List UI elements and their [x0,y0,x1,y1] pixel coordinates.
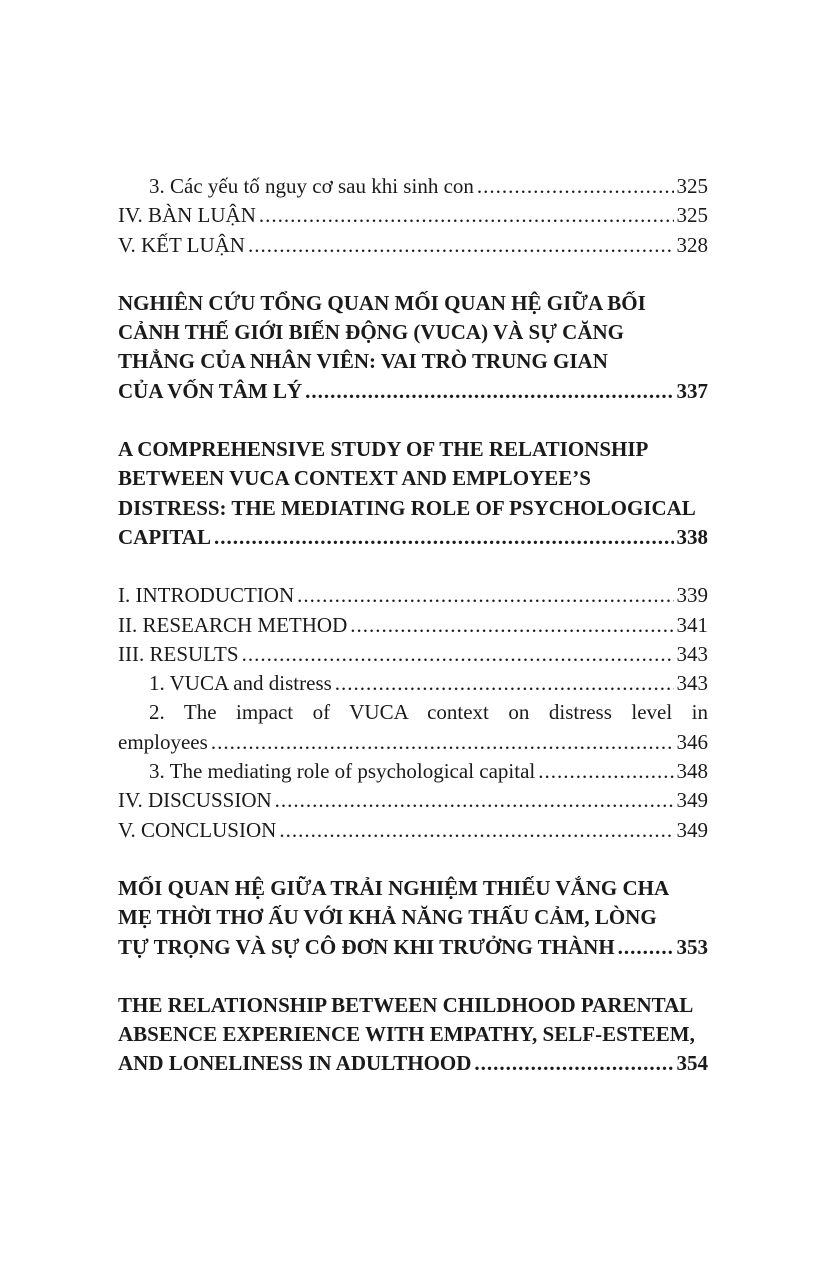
dot-leader [275,786,674,815]
dot-leader [297,581,673,610]
dot-leader [350,611,673,640]
toc-entry-results[interactable] [118,640,708,669]
heading-line: A COMPREHENSIVE STUDY OF THE RELATIONSHIP [118,437,649,462]
dot-leader [618,933,674,962]
heading-line: ABSENCE EXPERIENCE WITH EMPATHY, SELF-ESTEEM, [118,1022,695,1047]
toc-entry-discussion[interactable] [118,786,708,815]
dot-leader [477,172,674,201]
chapter-heading-vn-parental-absence[interactable] [118,874,708,962]
dot-leader [259,201,674,230]
toc-entry-mediating[interactable] [118,757,708,786]
toc-page-number: 349 [676,817,708,842]
heading-last-line [118,933,708,962]
toc-page-number: 337 [676,378,708,403]
toc-entry-impact-line1[interactable]: 2. The impact of VUCA context on distress level in [149,700,708,725]
dot-leader [335,669,674,698]
toc-page-number: 325 [676,203,708,228]
heading-line: TỰ TRỌNG VÀ SỰ CÔ ĐƠN KHI TRƯỞNG THÀNH [118,934,615,959]
dot-leader [214,523,674,552]
toc-page-number: 353 [676,934,708,959]
toc-entry-research-method[interactable] [118,611,708,640]
toc-page-number: 338 [676,524,708,549]
toc-entry-label: I. INTRODUCTION [118,583,295,608]
heading-line: CỦA VỐN TÂM LÝ [118,378,303,403]
toc-page-number: 341 [676,612,708,637]
heading-last-line [118,523,708,552]
heading-line: DISTRESS: THE MEDIATING ROLE OF PSYCHOLOGICAL [118,495,696,520]
heading-line: MẸ THỜI THƠ ẤU VỚI KHẢ NĂNG THẤU CẢM, LÒNG [118,905,657,930]
dot-leader [211,728,674,757]
toc-entry[interactable] [118,172,708,201]
toc-entry-label: 3. The mediating role of psychological capital [149,759,536,784]
toc-entry-label: III. RESULTS [118,641,239,666]
toc-page-number: 349 [676,788,708,813]
toc-page-number: 343 [676,641,708,666]
dot-leader [305,377,673,406]
toc-entry-label: V. CONCLUSION [118,817,277,842]
toc-entry-label: 1. VUCA and distress [149,671,332,696]
toc-entry[interactable] [118,231,708,260]
toc-entry-label: IV. BÀN LUẬN [118,203,256,228]
heading-line: CAPITAL [118,524,211,549]
chapter-heading-vn-vuca[interactable] [118,289,708,406]
toc-page-number: 348 [676,759,708,784]
toc-entry[interactable] [118,201,708,230]
heading-line: AND LONELINESS IN ADULTHOOD [118,1051,472,1076]
dot-leader [248,231,674,260]
toc-entry-conclusion[interactable] [118,816,708,845]
heading-last-line [118,377,708,406]
toc-page-number: 354 [676,1051,708,1076]
toc-entry-label: IV. DISCUSSION [118,788,272,813]
heading-line: NGHIÊN CỨU TỔNG QUAN MỐI QUAN HỆ GIỮA BỐI [118,290,646,315]
toc-entry-label: II. RESEARCH METHOD [118,612,348,637]
chapter-heading-en-vuca[interactable] [118,435,708,552]
chapter-heading-en-parental-absence[interactable] [118,991,708,1079]
toc-entry-label: employees [118,729,208,754]
dot-leader [538,757,673,786]
heading-line: MỐI QUAN HỆ GIỮA TRẢI NGHIỆM THIẾU VẮNG CHA [118,875,670,900]
dot-leader [242,640,674,669]
heading-line: BETWEEN VUCA CONTEXT AND EMPLOYEE’S [118,466,591,491]
toc-entry-label: 3. Các yếu tố nguy cơ sau khi sinh con [149,174,474,198]
heading-line: CẢNH THẾ GIỚI BIẾN ĐỘNG (VUCA) VÀ SỰ CĂNG [118,320,624,345]
heading-line: THE RELATIONSHIP BETWEEN CHILDHOOD PARENTAL [118,992,694,1017]
heading-last-line [118,1049,708,1078]
toc-entry-label: V. KẾT LUẬN [118,232,245,257]
table-of-contents [118,172,708,1079]
toc-page-number: 328 [676,232,708,257]
heading-line: THẲNG CỦA NHÂN VIÊN: VAI TRÒ TRUNG GIAN [118,349,608,374]
toc-page-number: 325 [676,174,708,198]
dot-leader [279,816,673,845]
toc-page-number: 339 [676,583,708,608]
toc-entry-vuca-distress[interactable] [118,669,708,698]
toc-entry-impact-line2[interactable] [118,728,708,757]
toc-page-number: 343 [676,671,708,696]
toc-page-number: 346 [676,729,708,754]
dot-leader [474,1049,673,1078]
toc-entry-introduction[interactable] [118,581,708,610]
